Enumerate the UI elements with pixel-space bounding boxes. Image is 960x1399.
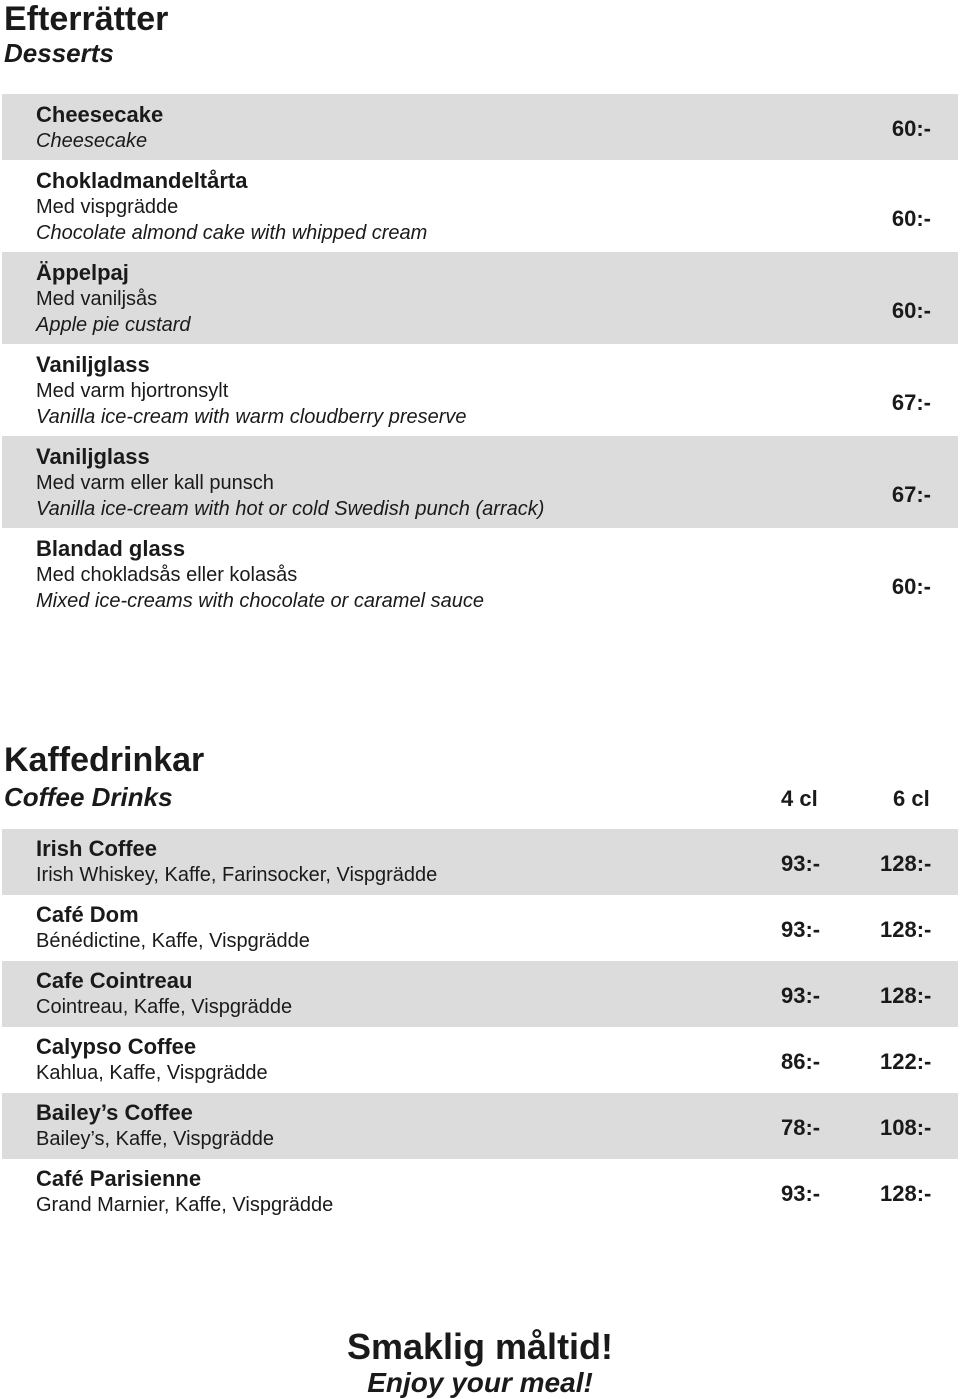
- dessert-item: [2, 528, 958, 620]
- dessert-description-sv: Med varm eller kall punsch: [36, 472, 274, 494]
- coffee-drinks-title: Kaffedrinkar: [4, 741, 205, 779]
- dessert-name: Cheesecake: [36, 102, 164, 127]
- price-4cl: 78:-: [781, 1115, 821, 1140]
- dessert-name: Äppelpaj: [36, 260, 129, 285]
- dessert-price: 60:-: [891, 116, 931, 141]
- dessert-name: Chokladmandeltårta: [36, 168, 248, 193]
- dessert-description-en: Vanilla ice-cream with warm cloudberry preserve: [36, 406, 467, 428]
- coffee-drinks-subtitle: Coffee Drinks: [4, 782, 173, 812]
- desserts-subtitle: Desserts: [4, 38, 114, 68]
- coffee-drink-ingredients: Cointreau, Kaffe, Vispgrädde: [36, 996, 293, 1018]
- coffee-drink-item: [2, 895, 958, 961]
- dessert-description-en: Mixed ice-creams with chocolate or caramel sauce: [36, 590, 484, 612]
- price-4cl: 93:-: [781, 1181, 821, 1206]
- dessert-name: Vaniljglass: [36, 444, 150, 469]
- coffee-drink-ingredients: Grand Marnier, Kaffe, Vispgrädde: [36, 1194, 334, 1216]
- dessert-description-en: Apple pie custard: [36, 314, 191, 336]
- dessert-item: [2, 436, 958, 528]
- coffee-drink-item: [2, 961, 958, 1027]
- coffee-drink-item: [2, 829, 958, 895]
- coffee-drink-name: Cafe Cointreau: [36, 968, 193, 993]
- dessert-description-en: Cheesecake: [36, 130, 148, 152]
- dessert-item: [2, 344, 958, 436]
- price-4cl: 93:-: [781, 983, 821, 1008]
- coffee-drink-item: [2, 1093, 958, 1159]
- price-6cl: 128:-: [880, 1181, 932, 1206]
- column-header-6cl: 6 cl: [893, 786, 930, 811]
- dessert-description-en: Vanilla ice-cream with hot or cold Swedish punch (arrack): [36, 498, 545, 520]
- dessert-description-sv: Med vispgrädde: [36, 196, 179, 218]
- price-6cl: 128:-: [880, 983, 932, 1008]
- coffee-drink-ingredients: Irish Whiskey, Kaffe, Farinsocker, Vispgrädde: [36, 864, 438, 886]
- coffee-drink-name: Irish Coffee: [36, 836, 158, 861]
- dessert-item: [2, 94, 958, 160]
- dessert-price: 67:-: [891, 390, 931, 415]
- price-6cl: 128:-: [880, 917, 932, 942]
- dessert-name: Vaniljglass: [36, 352, 150, 377]
- coffee-drink-name: Bailey’s Coffee: [36, 1100, 193, 1125]
- coffee-drink-list: [2, 829, 958, 1225]
- price-4cl: 86:-: [781, 1049, 821, 1074]
- column-header-4cl: 4 cl: [781, 786, 818, 811]
- price-6cl: 128:-: [880, 851, 932, 876]
- dessert-name: Blandad glass: [36, 536, 186, 561]
- price-6cl: 108:-: [880, 1115, 932, 1140]
- price-4cl: 93:-: [781, 851, 821, 876]
- dessert-price: 60:-: [891, 206, 931, 231]
- coffee-drink-name: Café Parisienne: [36, 1166, 202, 1191]
- price-4cl: 93:-: [781, 917, 821, 942]
- dessert-description-sv: Med varm hjortronsylt: [36, 380, 229, 402]
- closing-greeting-sv: Smaklig måltid!: [346, 1326, 614, 1367]
- coffee-drink-ingredients: Bénédictine, Kaffe, Vispgrädde: [36, 930, 310, 952]
- closing-greeting-en: Enjoy your meal!: [367, 1367, 593, 1398]
- coffee-drink-ingredients: Kahlua, Kaffe, Vispgrädde: [36, 1062, 268, 1084]
- dessert-item: [2, 160, 958, 252]
- dessert-price: 60:-: [891, 574, 931, 599]
- desserts-title: Efterrätter: [4, 0, 169, 38]
- price-6cl: 122:-: [880, 1049, 932, 1074]
- coffee-drink-name: Café Dom: [36, 902, 139, 927]
- dessert-price: 60:-: [891, 298, 931, 323]
- dessert-description-sv: Med vaniljsås: [36, 288, 158, 310]
- coffee-drink-item: [2, 1027, 958, 1093]
- dessert-description-en: Chocolate almond cake with whipped cream: [36, 222, 428, 244]
- coffee-drink-ingredients: Bailey’s, Kaffe, Vispgrädde: [36, 1128, 274, 1150]
- dessert-item: [2, 252, 958, 344]
- dessert-description-sv: Med chokladsås eller kolasås: [36, 564, 298, 586]
- coffee-drink-item: [2, 1159, 958, 1225]
- coffee-drink-name: Calypso Coffee: [36, 1034, 197, 1059]
- dessert-list: [2, 94, 958, 620]
- dessert-price: 67:-: [891, 482, 931, 507]
